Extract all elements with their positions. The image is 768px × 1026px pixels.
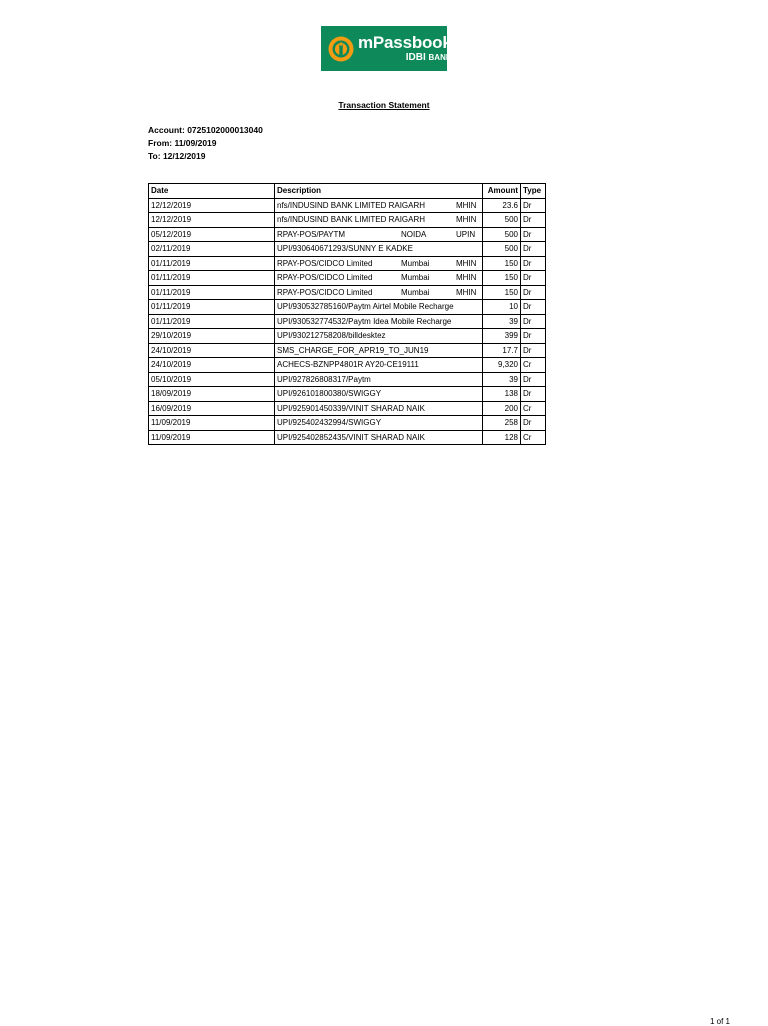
cell-date: 11/09/2019 [149, 416, 275, 431]
cell-date: 05/10/2019 [149, 372, 275, 387]
cell-date: 01/11/2019 [149, 314, 275, 329]
table-row [149, 256, 546, 271]
table-row [149, 329, 546, 344]
cell-type: Dr [521, 329, 546, 344]
table-row [149, 227, 546, 242]
description-part: UPI/930532774532/Paytm Idea Mobile Recharge [277, 316, 452, 326]
cell-type: Dr [521, 242, 546, 257]
description-part [454, 302, 480, 311]
description-part: UPI/925901450339/VINIT SHARAD NAIK [277, 403, 425, 413]
cell-amount: 500 [483, 213, 521, 228]
table-row [149, 314, 546, 329]
description-part [371, 375, 426, 384]
cell-date: 02/11/2019 [149, 242, 275, 257]
description-part: UPI/926101800380/SWIGGY [277, 389, 382, 399]
description-part: NOIDA [401, 229, 427, 239]
table-row [149, 285, 546, 300]
table-row [149, 372, 546, 387]
cell-description [275, 387, 483, 402]
cell-date: 18/09/2019 [149, 387, 275, 402]
description-part: UPI/925402432994/SWIGGY [277, 418, 382, 428]
cell-description [275, 343, 483, 358]
cell-amount: 500 [483, 227, 521, 242]
cell-date: 01/11/2019 [149, 256, 275, 271]
cell-amount: 150 [483, 285, 521, 300]
cell-description [275, 213, 483, 228]
cell-description [275, 358, 483, 373]
description-part: UPI/930212758208/billdesktez [277, 331, 386, 341]
description-part [428, 346, 480, 355]
table-row [149, 416, 546, 431]
header-amount: Amount [483, 184, 521, 199]
table-header-row [149, 184, 546, 199]
description-part [419, 360, 474, 369]
cell-description [275, 285, 483, 300]
cell-amount: 258 [483, 416, 521, 431]
description-part: Mumbai [401, 287, 430, 297]
cell-description [275, 300, 483, 315]
cell-type: Dr [521, 285, 546, 300]
cell-date: 01/11/2019 [149, 271, 275, 286]
description-part: UPI/930640671293/SUNNY E KADKE [277, 244, 413, 254]
description-part [425, 433, 480, 442]
description-part: MHIN [456, 287, 477, 297]
cell-description [275, 401, 483, 416]
cell-description [275, 271, 483, 286]
cell-description [275, 314, 483, 329]
cell-date: 05/12/2019 [149, 227, 275, 242]
description-part: MHIN [456, 200, 477, 210]
cell-type: Dr [521, 256, 546, 271]
table-row [149, 271, 546, 286]
description-part: MHIN [456, 215, 477, 225]
table-row [149, 401, 546, 416]
header-description: Description [275, 184, 483, 199]
description-part [401, 201, 456, 210]
cell-type: Cr [521, 430, 546, 445]
account-number: Account: 0725102000013040 [148, 125, 263, 135]
cell-description [275, 430, 483, 445]
description-part: ACHECS-BZNPP4801R AY20-CE19111 [277, 360, 419, 370]
cell-description [275, 416, 483, 431]
logo-subtitle [406, 53, 452, 63]
transactions-body [149, 198, 546, 445]
cell-amount: 138 [483, 387, 521, 402]
description-part: nfs/INDUSIND BANK LIMITED RAIGARH [277, 200, 426, 210]
cell-amount: 128 [483, 430, 521, 445]
cell-type: Cr [521, 401, 546, 416]
description-part: Mumbai [401, 273, 430, 283]
cell-date: 12/12/2019 [149, 198, 275, 213]
cell-type: Dr [521, 198, 546, 213]
cell-description [275, 372, 483, 387]
description-part: UPIN [456, 229, 476, 239]
cell-description [275, 329, 483, 344]
cell-amount: 150 [483, 271, 521, 286]
description-part: UPI/927826808317/Paytm [277, 374, 371, 384]
description-part [381, 418, 436, 427]
statement-title: Transaction Statement [338, 100, 430, 110]
description-part [451, 317, 480, 326]
from-date: From: 11/09/2019 [148, 138, 217, 148]
cell-date: 24/10/2019 [149, 358, 275, 373]
description-part [425, 404, 480, 413]
cell-description [275, 256, 483, 271]
description-part [401, 215, 456, 224]
header-date: Date [149, 184, 275, 199]
cell-type: Dr [521, 300, 546, 315]
cell-type: Dr [521, 213, 546, 228]
table-row [149, 198, 546, 213]
description-part: nfs/INDUSIND BANK LIMITED RAIGARH [277, 215, 426, 225]
cell-amount: 39 [483, 314, 521, 329]
logo-title: mPassbook [358, 33, 452, 52]
cell-date: 16/09/2019 [149, 401, 275, 416]
header-type: Type [521, 184, 546, 199]
description-part: Mumbai [401, 258, 430, 268]
cell-description [275, 227, 483, 242]
cell-amount: 17.7 [483, 343, 521, 358]
description-part [413, 244, 468, 253]
description-part: RPAY-POS/PAYTM [277, 229, 346, 239]
description-part [381, 389, 436, 398]
description-part: SMS_CHARGE_FOR_APR19_TO_JUN19 [277, 345, 429, 355]
description-part: UPI/930532785160/Paytm Airtel Mobile Recharge [277, 302, 454, 312]
cell-type: Dr [521, 416, 546, 431]
statement-meta [148, 124, 263, 163]
description-part: UPI/925402852435/VINIT SHARAD NAIK [277, 432, 425, 442]
cell-date: 12/12/2019 [149, 213, 275, 228]
idbi-logo-icon [327, 35, 355, 63]
logo-text [358, 34, 452, 63]
cell-date: 01/11/2019 [149, 300, 275, 315]
cell-type: Dr [521, 343, 546, 358]
cell-date: 24/10/2019 [149, 343, 275, 358]
table-row [149, 242, 546, 257]
cell-amount: 399 [483, 329, 521, 344]
cell-description [275, 242, 483, 257]
table-row [149, 300, 546, 315]
cell-amount: 39 [483, 372, 521, 387]
cell-date: 11/09/2019 [149, 430, 275, 445]
description-part: RPAY-POS/CIDCO Limited [277, 273, 373, 283]
cell-type: Dr [521, 227, 546, 242]
cell-amount: 200 [483, 401, 521, 416]
cell-type: Cr [521, 358, 546, 373]
cell-type: Dr [521, 314, 546, 329]
bank-logo [321, 26, 452, 71]
cell-amount: 23.6 [483, 198, 521, 213]
page-number: 1 of 1 [709, 1017, 730, 1026]
cell-type: Dr [521, 372, 546, 387]
table-row [149, 358, 546, 373]
description-part: MHIN [456, 258, 477, 268]
cell-description [275, 198, 483, 213]
table-row [149, 430, 546, 445]
logo-sub-bank: BANK [428, 53, 452, 62]
to-date: To: 12/12/2019 [148, 151, 206, 161]
description-part: RPAY-POS/CIDCO Limited [277, 258, 373, 268]
cell-amount: 10 [483, 300, 521, 315]
transactions-table [148, 183, 546, 445]
cell-type: Dr [521, 271, 546, 286]
logo-sub-idbi: IDBI [405, 52, 426, 63]
cell-amount: 9,320 [483, 358, 521, 373]
table-row [149, 213, 546, 228]
cell-date: 29/10/2019 [149, 329, 275, 344]
cell-amount: 500 [483, 242, 521, 257]
table-row [149, 387, 546, 402]
description-part: RPAY-POS/CIDCO Limited [277, 287, 373, 297]
description-part [386, 331, 441, 340]
cell-amount: 150 [483, 256, 521, 271]
table-row [149, 343, 546, 358]
cell-type: Dr [521, 387, 546, 402]
cell-date: 01/11/2019 [149, 285, 275, 300]
description-part: MHIN [456, 273, 477, 283]
